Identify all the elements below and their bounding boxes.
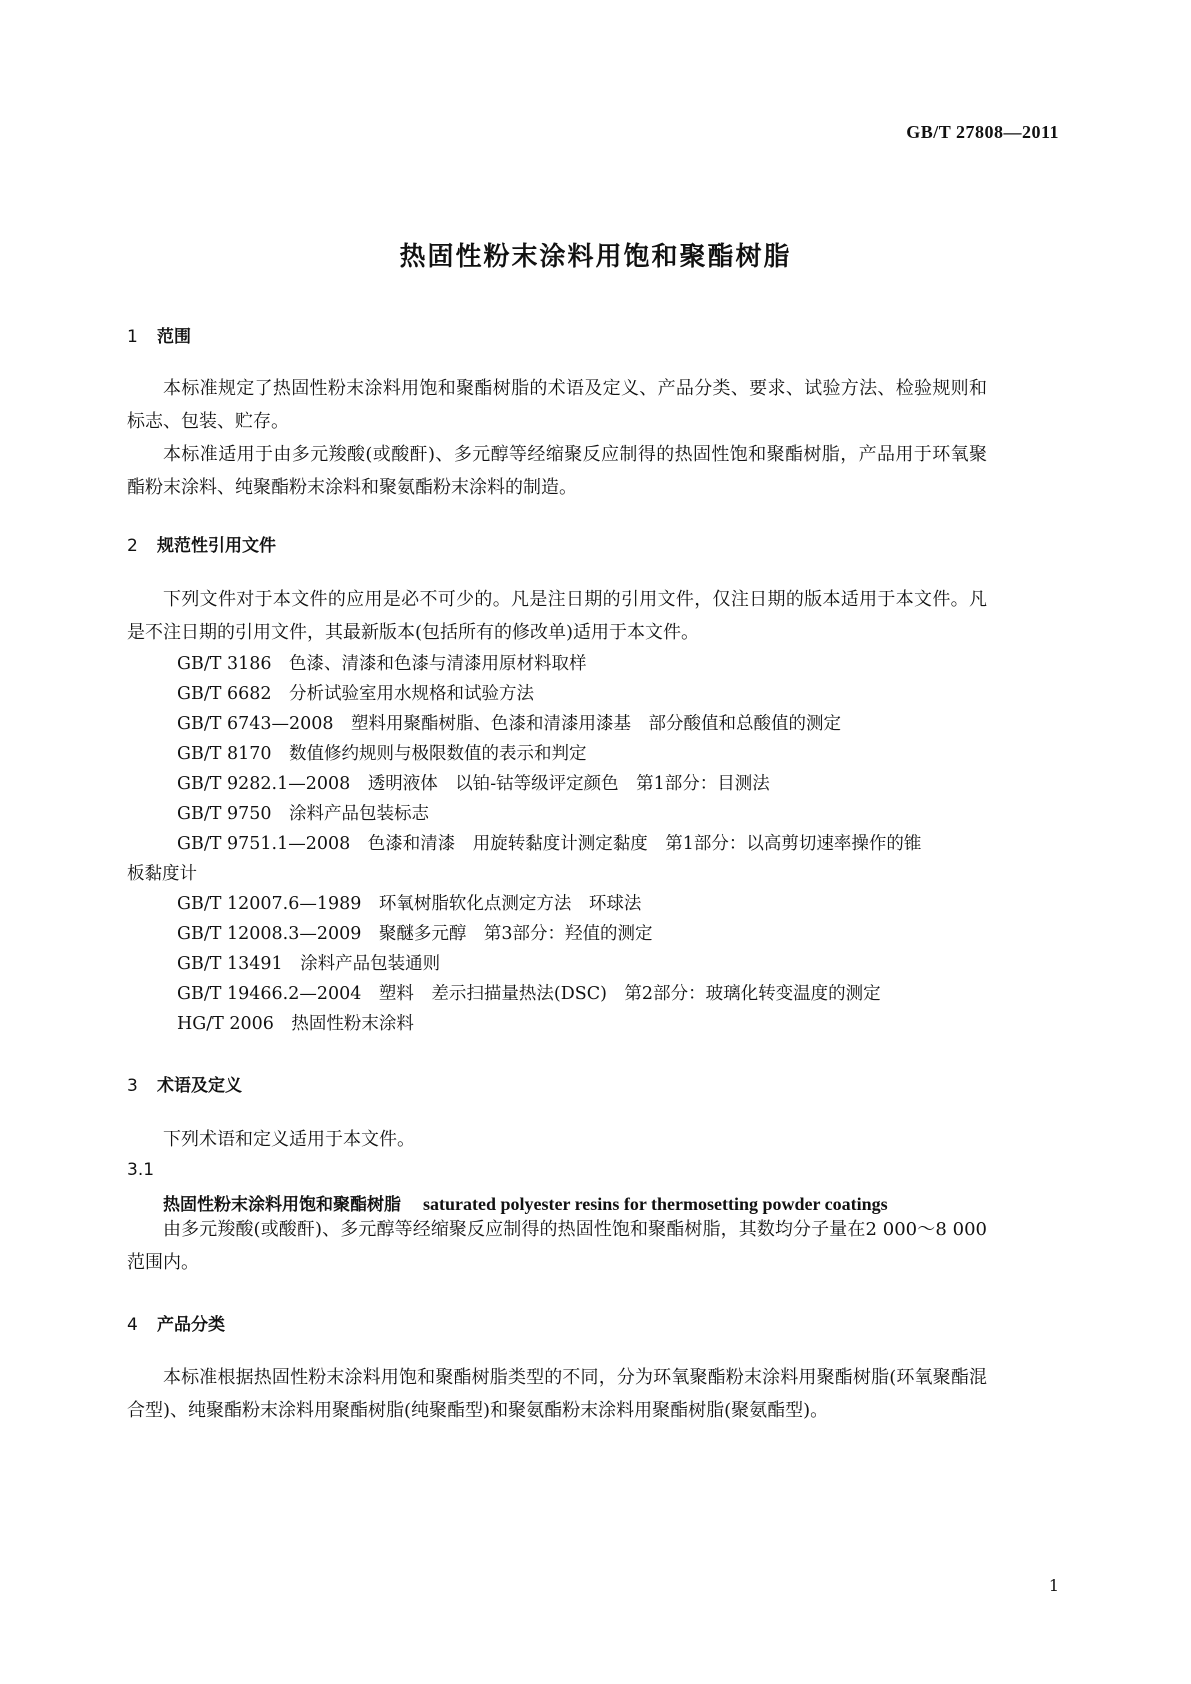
term-number: 3.1 bbox=[127, 1160, 155, 1180]
section-2-title: 规范性引用文件 bbox=[157, 536, 276, 556]
reference-item: GB/T 8170 数值修约规则与极限数值的表示和判定 bbox=[177, 744, 587, 764]
section-2-heading bbox=[127, 531, 276, 556]
section-1-paragraph-1: 本标准规定了热固性粉末涂料用饱和聚酯树脂的术语及定义、产品分类、要求、试验方法、检验规则和标志、包装、贮存。 bbox=[127, 378, 987, 432]
reference-item: GB/T 19466.2—2004 塑料 差示扫描量热法(DSC) 第2部分：玻璃化转变温度的测定 bbox=[177, 984, 881, 1004]
section-4-number: 4 bbox=[127, 1315, 138, 1335]
section-3-heading bbox=[127, 1071, 242, 1096]
section-1-number: 1 bbox=[127, 327, 138, 347]
section-2-intro: 下列文件对于本文件的应用是必不可少的。凡是注日期的引用文件，仅注日期的版本适用于本文件。凡是不注日期的引用文件，其最新版本(包括所有的修改单)适用于本文件。 bbox=[127, 589, 987, 643]
section-3-intro: 下列术语和定义适用于本文件。 bbox=[163, 1129, 415, 1150]
reference-item: GB/T 3186 色漆、清漆和色漆与清漆用原材料取样 bbox=[177, 654, 587, 674]
section-1-paragraph-2: 本标准适用于由多元羧酸(或酸酐)、多元醇等经缩聚反应制得的热固性饱和聚酯树脂，产品用于环氧聚酯粉末涂料、纯聚酯粉末涂料和聚氨酯粉末涂料的制造。 bbox=[127, 444, 987, 498]
section-1-heading bbox=[127, 322, 191, 347]
section-3-number: 3 bbox=[127, 1076, 138, 1096]
section-2-number: 2 bbox=[127, 536, 138, 556]
section-1-title: 范围 bbox=[157, 327, 191, 347]
reference-item: HG/T 2006 热固性粉末涂料 bbox=[177, 1014, 414, 1034]
term-definition: 由多元羧酸(或酸酐)、多元醇等经缩聚反应制得的热固性饱和聚酯树脂，其数均分子量在2 000～8 000范围内。 bbox=[127, 1219, 987, 1273]
term-chinese: 热固性粉末涂料用饱和聚酯树脂 bbox=[163, 1195, 401, 1215]
section-4-title: 产品分类 bbox=[157, 1315, 225, 1335]
reference-item: GB/T 12008.3—2009 聚醚多元醇 第3部分：羟值的测定 bbox=[177, 924, 653, 944]
page-number: 1 bbox=[1048, 1576, 1059, 1595]
reference-item: GB/T 9750 涂料产品包装标志 bbox=[177, 804, 430, 824]
reference-item: GB/T 6743—2008 塑料用聚酯树脂、色漆和清漆用漆基 部分酸值和总酸值的测定 bbox=[177, 714, 842, 734]
document-title: 热固性粉末涂料用饱和聚酯树脂 bbox=[399, 242, 792, 272]
reference-item: GB/T 6682 分析试验室用水规格和试验方法 bbox=[177, 684, 535, 704]
reference-item: GB/T 12007.6—1989 环氧树脂软化点测定方法 环球法 bbox=[177, 894, 642, 914]
reference-item: GB/T 9282.1—2008 透明液体 以铂-钴等级评定颜色 第1部分：目测法 bbox=[177, 774, 770, 794]
reference-item-continuation: 板黏度计 bbox=[127, 864, 197, 884]
standard-number: GB/T 27808—2011 bbox=[906, 122, 1059, 142]
section-4-heading bbox=[127, 1310, 225, 1335]
reference-item: GB/T 13491 涂料产品包装通则 bbox=[177, 954, 441, 974]
section-4-paragraph-1: 本标准根据热固性粉末涂料用饱和聚酯树脂类型的不同，分为环氧聚酯粉末涂料用聚酯树脂(环氧聚酯混合型)、纯聚酯粉末涂料用聚酯树脂(纯聚酯型)和聚氨酯粉末涂料用聚酯树脂(聚氨酯型)。 bbox=[127, 1367, 987, 1421]
reference-item: GB/T 9751.1—2008 色漆和清漆 用旋转黏度计测定黏度 第1部分：以高剪切速率操作的锥 bbox=[177, 834, 922, 854]
term-entry bbox=[163, 1190, 888, 1215]
term-english: saturated polyester resins for thermosetting powder coatings bbox=[423, 1194, 888, 1214]
section-3-title: 术语及定义 bbox=[157, 1076, 242, 1096]
